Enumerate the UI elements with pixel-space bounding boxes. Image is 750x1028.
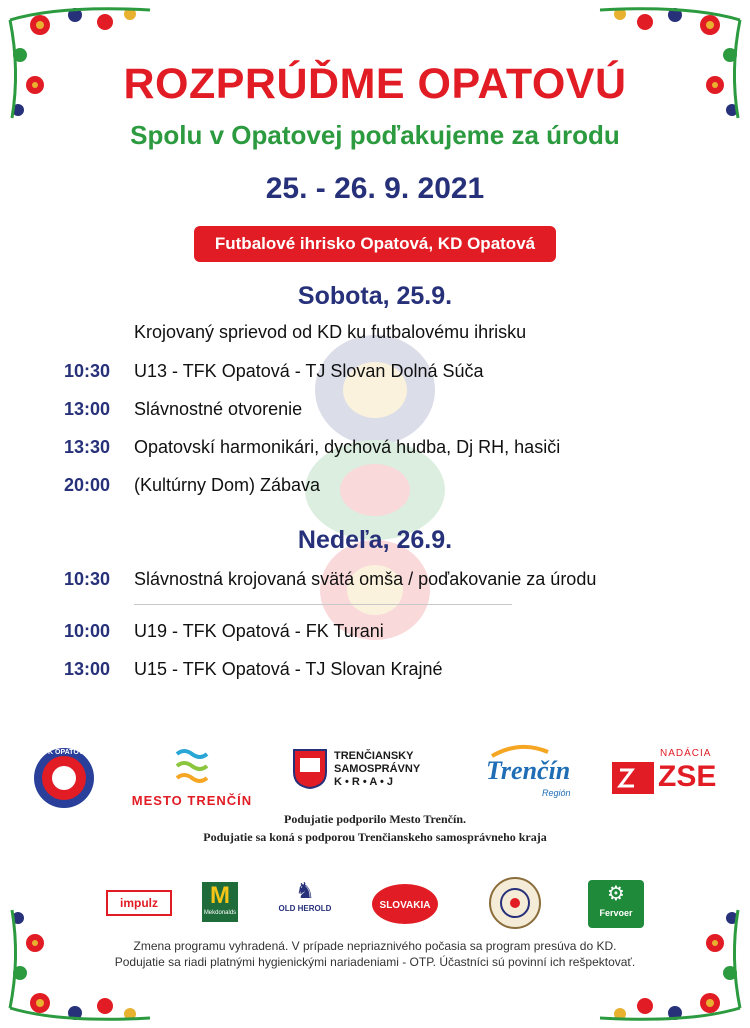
kraj-text-line3: K • R • A • J xyxy=(334,776,394,788)
region-subtext: Región xyxy=(542,788,571,798)
kraj-text-line2: SAMOSPRÁVNY xyxy=(334,763,421,775)
zse-top-text: NADÁCIA xyxy=(660,748,712,759)
schedule-time: 13:00 xyxy=(64,659,111,679)
nadacia-zse-logo xyxy=(612,748,722,808)
footer-notice xyxy=(0,938,750,970)
event-dates: 25. - 26. 9. 2021 xyxy=(265,172,485,205)
schedule-row xyxy=(0,399,750,425)
slovakia-logo xyxy=(372,884,438,924)
schedule-event: U15 - TFK Opatová - TJ Slovan Krajné xyxy=(134,659,443,679)
sponsor-logos xyxy=(0,876,750,936)
mcdonalds-logo xyxy=(202,882,238,922)
mesto-trencin-logo xyxy=(122,744,262,808)
schedule-row xyxy=(0,569,750,595)
tfk-opatova-logo xyxy=(32,742,96,812)
schedule-event: Slávnostná krojovaná svätá omša / poďakovanie za úrodu xyxy=(134,569,597,589)
schedule-event: U13 - TFK Opatová - TJ Slovan Dolná Súča xyxy=(134,361,484,381)
schedule-row xyxy=(0,437,750,463)
schedule-time: 13:30 xyxy=(64,437,111,457)
schedule-time: 10:00 xyxy=(64,621,111,641)
fervor-logo xyxy=(588,880,644,928)
schedule-time: 10:30 xyxy=(64,361,111,381)
schedule-time: 10:30 xyxy=(64,569,111,589)
schedule-event: Krojovaný sprievod od KD ku futbalovému ihrisku xyxy=(134,322,527,342)
trencin-region-logo xyxy=(480,744,580,804)
fervor-text: Fervoer xyxy=(599,908,633,918)
support-text xyxy=(0,810,750,846)
mesto-trencin-emblem xyxy=(122,744,262,784)
footer-line-2: Podujatie sa riadi platnými hygienickými nariadeniami - OTP. Účastníci sú povinní ich rešpektovať. xyxy=(114,955,636,969)
horse-rider-icon: ♞ xyxy=(295,878,315,903)
mcdonalds-arches-icon: M xyxy=(210,882,230,909)
zse-mark xyxy=(612,762,654,794)
zse-text: ZSE xyxy=(658,760,717,793)
partner-logos xyxy=(0,738,750,818)
kraj-text-line1: TRENČIANSKY xyxy=(334,750,414,762)
schedule-event: Slávnostné otvorenie xyxy=(134,399,303,419)
old-herold-logo xyxy=(270,878,340,926)
poster-subtitle: Spolu v Opatovej poďakujeme za úrodu xyxy=(130,120,620,150)
support-line-2: Podujatie sa koná s podporou Trenčianskeho samosprávneho kraja xyxy=(203,830,547,844)
hasici-emblem-logo xyxy=(488,876,542,930)
footer-line-1: Zmena programu vyhradená. V prípade nepriaznivého počasia sa program presúva do KD. xyxy=(133,939,617,953)
schedule-row xyxy=(0,361,750,387)
schedule-event: U19 - TFK Opatová - FK Turani xyxy=(134,621,384,641)
kraj-coat-of-arms xyxy=(292,748,328,790)
impulz-logo: impulz xyxy=(106,890,172,916)
old-herold-text: OLD HEROLD xyxy=(278,904,332,913)
slovakia-text: SLOVAKIA xyxy=(379,900,431,911)
schedule-time: 13:00 xyxy=(64,399,111,419)
support-line-1: Podujatie podporilo Mesto Trenčín. xyxy=(283,812,466,826)
trenciansky-kraj-logo xyxy=(292,748,452,808)
tfk-logo-text: TFK OPATOVÁ xyxy=(39,749,89,756)
sunday-heading: Nedeľa, 26.9. xyxy=(297,526,453,554)
mesto-trencin-text: MESTO TRENČÍN xyxy=(131,793,253,808)
saturday-heading: Sobota, 25.9. xyxy=(297,282,453,310)
schedule-row xyxy=(0,659,750,685)
divider xyxy=(134,604,512,605)
region-text: Trenčín xyxy=(486,756,571,785)
schedule-row xyxy=(0,621,750,647)
schedule-row xyxy=(0,475,750,501)
venue-badge: Futbalové ihrisko Opatová, KD Opatová xyxy=(194,226,556,262)
schedule-time: 20:00 xyxy=(64,475,111,495)
mcdonalds-text: Mekdonalds xyxy=(203,910,237,916)
schedule-event: (Kultúrny Dom) Zábava xyxy=(134,475,321,495)
schedule-row xyxy=(0,322,750,348)
tractor-icon: ⚙ xyxy=(607,883,625,905)
poster-title: ROZPRÚĎME OPATOVÚ xyxy=(123,60,627,108)
schedule-event: Opatovskí harmonikári, dychová hudba, Dj RH, hasiči xyxy=(134,437,561,457)
